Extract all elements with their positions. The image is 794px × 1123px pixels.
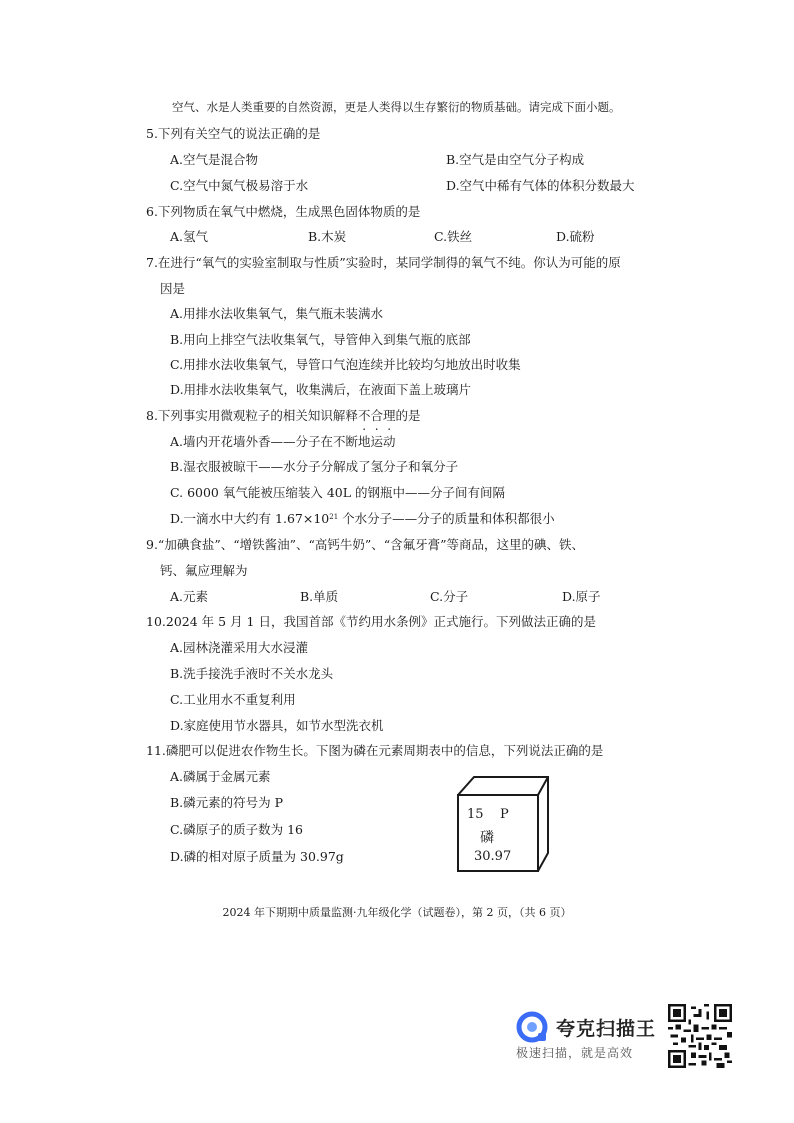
- exponent: 21: [329, 513, 339, 521]
- question-6-option-d: D.硫粉: [556, 229, 595, 244]
- emphasis-char: 不: [357, 408, 371, 423]
- question-5-stem: 5.下列有关空气的说法正确的是: [146, 126, 321, 141]
- question-9-option-c: C.分子: [430, 589, 469, 604]
- question-11-stem: 11.磷肥可以促进农作物生长。下图为磷在元素周期表中的信息，下列说法正确的是: [146, 743, 604, 758]
- question-7-option-c: C.用排水法收集氧气，导管口气泡连续并比较均匀地放出时收集: [170, 357, 521, 372]
- atomic-mass: 30.97: [474, 849, 512, 864]
- question-8-option-d-post: 个水分子——分子的质量和体积都很小: [338, 511, 555, 526]
- question-6-stem: 6.下列物质在氧气中燃烧，生成黑色固体物质的是: [146, 204, 421, 219]
- question-8-option-b: B.湿衣服被晾干——水分子分解成了氢分子和氧分子: [170, 459, 459, 474]
- question-11-option-b: B.磷元素的符号为 P: [170, 795, 284, 810]
- question-11-option-d: D.磷的相对原子质量为 30.97g: [170, 849, 344, 864]
- question-9-stem-line1: 9.“加碘食盐”、“增铁酱油”、“高钙牛奶”、“含氟牙膏”等商品，这里的碘、铁、: [146, 537, 585, 552]
- question-11-option-c: C.磷原子的质子数为 16: [170, 822, 303, 837]
- atomic-number: 15: [467, 807, 484, 822]
- quark-logo-icon: [516, 1011, 548, 1043]
- question-11-option-a: A.磷属于金属元素: [170, 769, 271, 784]
- question-8-option-c: C. 6000 氧气能被压缩装入 40L 的钢瓶中——分子间有间隔: [170, 485, 506, 500]
- question-6-option-c: C.铁丝: [434, 229, 473, 244]
- question-10-option-b: B.洗手接洗手液时不关水龙头: [170, 666, 334, 681]
- element-name: 磷: [480, 830, 494, 846]
- question-5-option-c: C.空气中氮气极易溶于水: [170, 178, 309, 193]
- question-7-option-b: B.用向上排空气法收集氧气，导管伸入到集气瓶的底部: [170, 332, 471, 347]
- question-6-option-a: A.氢气: [170, 229, 209, 244]
- scanner-watermark: [512, 1008, 662, 1068]
- question-7-option-d: D.用排水法收集氧气，收集满后，在液面下盖上玻璃片: [170, 382, 472, 397]
- question-8-option-d-pre: D.一滴水中大约有 1.67×10: [170, 511, 330, 526]
- emphasis-char: 合: [370, 408, 383, 423]
- question-8-stem-post: 的是: [395, 408, 421, 423]
- question-6-option-b: B.木炭: [308, 229, 347, 244]
- watermark-title: 夸克扫描王: [556, 1018, 657, 1040]
- question-9-option-a: A.元素: [170, 589, 209, 604]
- question-5-option-b: B.空气是由空气分子构成: [446, 152, 585, 167]
- section-intro: 空气、水是人类重要的自然资源，更是人类得以生存繁衍的物质基础。请完成下面小题。: [172, 100, 621, 114]
- question-8-stem-pre: 8.下列事实用微观粒子的相关知识解释: [146, 408, 358, 423]
- watermark-subtitle: 极速扫描，就是高效: [516, 1046, 634, 1060]
- element-card-phosphorus: [440, 771, 552, 875]
- element-symbol: P: [500, 807, 509, 822]
- question-7-stem-line1: 7.在进行“氧气的实验室制取与性质”实验时，某同学制得的氧气不纯。你认为可能的原: [146, 255, 621, 270]
- question-5-option-a: A.空气是混合物: [170, 152, 259, 167]
- question-7-stem-line2: 因是: [160, 281, 186, 296]
- question-9-option-b: B.单质: [300, 589, 339, 604]
- question-9-stem-line2: 钙、氟应理解为: [160, 563, 248, 578]
- question-9-option-d: D.原子: [562, 589, 601, 604]
- question-10-option-a: A.园林浇灌采用大水浸灌: [170, 640, 309, 655]
- qr-code-icon: [668, 1004, 732, 1068]
- question-10-option-d: D.家庭使用节水器具，如节水型洗衣机: [170, 718, 384, 733]
- question-5-option-d: D.空气中稀有气体的体积分数最大: [446, 178, 635, 193]
- question-8-option-d: [170, 511, 555, 527]
- question-7-option-a: A.用排水法收集氧气，集气瓶未装满水: [170, 306, 384, 321]
- question-10-stem: 10.2024 年 5 月 1 日，我国首部《节约用水条例》正式施行。下列做法正确的是: [146, 614, 596, 629]
- question-8-option-a: A.墙内开花墙外香——分子在不断地运动: [170, 434, 396, 449]
- question-8-stem: [146, 408, 421, 424]
- emphasis-char: 理: [382, 408, 396, 423]
- page-footer: 2024 年下期期中质量监测·九年级化学（试题卷），第 2 页，（共 6 页）: [222, 906, 572, 919]
- question-10-option-c: C.工业用水不重复利用: [170, 692, 296, 707]
